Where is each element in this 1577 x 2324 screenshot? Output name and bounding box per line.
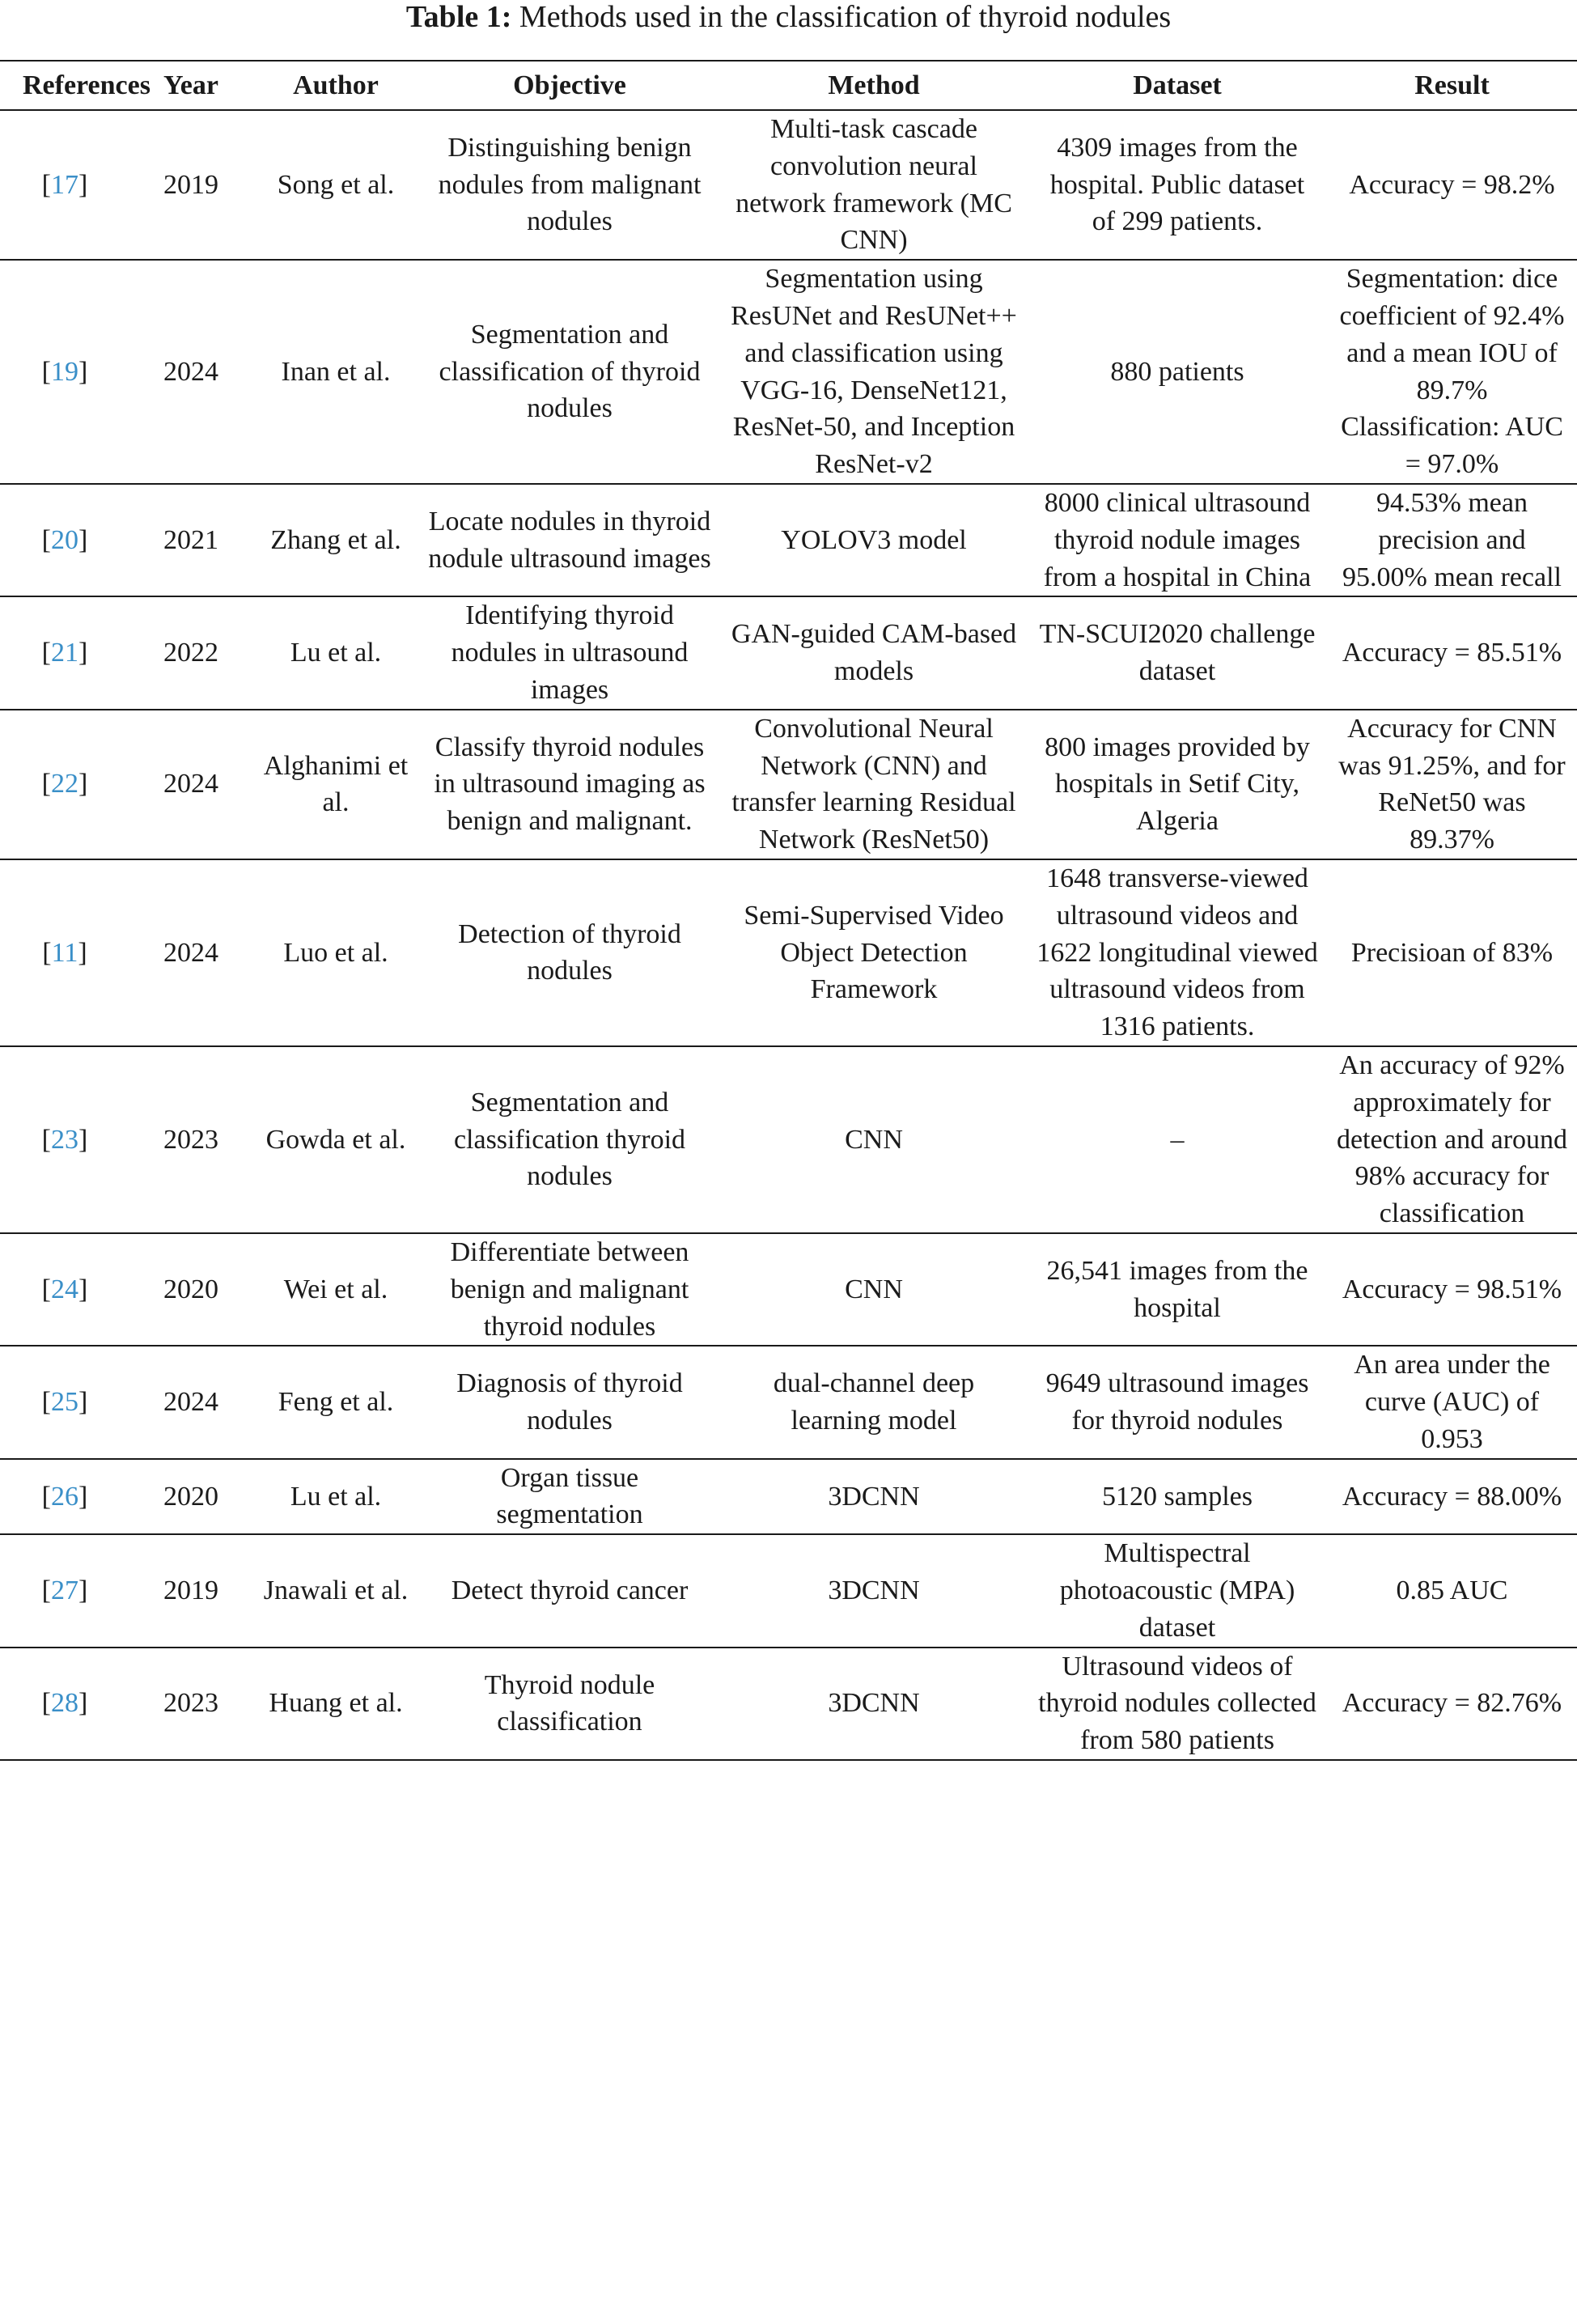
dataset-cell: TN-SCUI2020 challenge dataset bbox=[1028, 596, 1327, 709]
open-bracket: [ bbox=[41, 1575, 51, 1606]
table-row bbox=[0, 1046, 1577, 1233]
year-cell: 2024 bbox=[129, 1346, 252, 1458]
year-cell: 2019 bbox=[129, 110, 252, 260]
author-cell: Jnawali et al. bbox=[252, 1534, 419, 1647]
citation-link[interactable]: 23 bbox=[51, 1124, 78, 1155]
dataset-cell: 9649 ultrasound images for thyroid nodules bbox=[1028, 1346, 1327, 1458]
methods-table bbox=[0, 60, 1577, 1761]
result-cell: An area under the curve (AUC) of 0.953 bbox=[1327, 1346, 1577, 1458]
close-bracket: ] bbox=[78, 356, 88, 387]
method-cell: GAN-guided CAM-based models bbox=[720, 596, 1028, 709]
year-cell: 2023 bbox=[129, 1648, 252, 1760]
method-cell: dual-channel deep learning model bbox=[720, 1346, 1028, 1458]
citation-link[interactable]: 28 bbox=[51, 1688, 78, 1719]
column-header-dataset: Dataset bbox=[1028, 61, 1327, 110]
objective-cell: Differentiate between benign and malignant thyroid nodules bbox=[419, 1233, 720, 1346]
author-cell: Song et al. bbox=[252, 110, 419, 260]
open-bracket: [ bbox=[41, 1274, 51, 1304]
citation-link[interactable]: 24 bbox=[51, 1274, 78, 1304]
column-header-result: Result bbox=[1327, 61, 1577, 110]
dataset-cell: 8000 clinical ultrasound thyroid nodule images from a hospital in China bbox=[1028, 484, 1327, 596]
close-bracket: ] bbox=[78, 638, 88, 668]
close-bracket: ] bbox=[78, 524, 88, 555]
author-cell: Wei et al. bbox=[252, 1233, 419, 1346]
method-cell: CNN bbox=[720, 1046, 1028, 1233]
year-cell: 2024 bbox=[129, 260, 252, 484]
author-cell: Huang et al. bbox=[252, 1648, 419, 1760]
table-row bbox=[0, 110, 1577, 260]
objective-cell: Detection of thyroid nodules bbox=[419, 859, 720, 1046]
method-cell: YOLOV3 model bbox=[720, 484, 1028, 596]
objective-cell: Classify thyroid nodules in ultrasound imaging as benign and malignant. bbox=[419, 710, 720, 859]
method-cell: Multi-task cascade convolution neural network framework (MC CNN) bbox=[720, 110, 1028, 260]
method-cell: Semi-Supervised Video Object Detection Framework bbox=[720, 859, 1028, 1046]
result-cell: Accuracy = 82.76% bbox=[1327, 1648, 1577, 1760]
column-header-objective: Objective bbox=[419, 61, 720, 110]
close-bracket: ] bbox=[78, 1387, 88, 1418]
year-cell: 2020 bbox=[129, 1233, 252, 1346]
dataset-cell: 800 images provided by hospitals in Setif City, Algeria bbox=[1028, 710, 1327, 859]
result-cell: Precisioan of 83% bbox=[1327, 859, 1577, 1046]
author-cell: Inan et al. bbox=[252, 260, 419, 484]
objective-cell: Distinguishing benign nodules from malignant nodules bbox=[419, 110, 720, 260]
close-bracket: ] bbox=[78, 1274, 88, 1304]
result-cell: Accuracy = 98.2% bbox=[1327, 110, 1577, 260]
table-row bbox=[0, 1534, 1577, 1647]
result-cell: Segmentation: dice coefficient of 92.4% and a mean IOU of 89.7% Classification: AUC = 97.0% bbox=[1327, 260, 1577, 484]
citation-link[interactable]: 27 bbox=[51, 1575, 78, 1606]
open-bracket: [ bbox=[42, 937, 52, 968]
result-cell: 94.53% mean precision and 95.00% mean recall bbox=[1327, 484, 1577, 596]
table-label: Table 1: bbox=[405, 0, 512, 34]
reference-cell bbox=[0, 110, 129, 260]
open-bracket: [ bbox=[41, 769, 51, 799]
objective-cell: Segmentation and classification thyroid nodules bbox=[419, 1046, 720, 1233]
year-cell: 2022 bbox=[129, 596, 252, 709]
citation-link[interactable]: 26 bbox=[51, 1481, 78, 1512]
reference-cell bbox=[0, 1459, 129, 1535]
close-bracket: ] bbox=[78, 1481, 88, 1512]
table-body bbox=[0, 110, 1577, 1760]
open-bracket: [ bbox=[41, 524, 51, 555]
table-row bbox=[0, 1459, 1577, 1535]
table-header-row bbox=[0, 61, 1577, 110]
open-bracket: [ bbox=[41, 169, 51, 200]
result-cell: 0.85 AUC bbox=[1327, 1534, 1577, 1647]
dataset-cell: 26,541 images from the hospital bbox=[1028, 1233, 1327, 1346]
open-bracket: [ bbox=[41, 356, 51, 387]
dataset-cell: 5120 samples bbox=[1028, 1459, 1327, 1535]
reference-cell bbox=[0, 1346, 129, 1458]
table-caption bbox=[0, 0, 1577, 37]
citation-link[interactable]: 11 bbox=[51, 937, 78, 968]
table-row bbox=[0, 859, 1577, 1046]
dataset-cell: 4309 images from the hospital. Public dataset of 299 patients. bbox=[1028, 110, 1327, 260]
column-header-author: Author bbox=[252, 61, 419, 110]
open-bracket: [ bbox=[41, 1481, 51, 1512]
objective-cell: Detect thyroid cancer bbox=[419, 1534, 720, 1647]
column-header-references: References bbox=[0, 61, 129, 110]
table-row bbox=[0, 260, 1577, 484]
objective-cell: Diagnosis of thyroid nodules bbox=[419, 1346, 720, 1458]
reference-cell bbox=[0, 596, 129, 709]
author-cell: Lu et al. bbox=[252, 1459, 419, 1535]
objective-cell: Thyroid nodule classification bbox=[419, 1648, 720, 1760]
reference-cell bbox=[0, 859, 129, 1046]
close-bracket: ] bbox=[78, 769, 88, 799]
open-bracket: [ bbox=[41, 1124, 51, 1155]
column-header-year: Year bbox=[129, 61, 252, 110]
open-bracket: [ bbox=[41, 1688, 51, 1719]
year-cell: 2023 bbox=[129, 1046, 252, 1233]
method-cell: Convolutional Neural Network (CNN) and transfer learning Residual Network (ResNet50) bbox=[720, 710, 1028, 859]
author-cell: Alghanimi et al. bbox=[252, 710, 419, 859]
objective-cell: Organ tissue segmentation bbox=[419, 1459, 720, 1535]
year-cell: 2020 bbox=[129, 1459, 252, 1535]
dataset-cell: 880 patients bbox=[1028, 260, 1327, 484]
table-row bbox=[0, 1233, 1577, 1346]
close-bracket: ] bbox=[78, 169, 88, 200]
year-cell: 2021 bbox=[129, 484, 252, 596]
close-bracket: ] bbox=[78, 937, 87, 968]
author-cell: Feng et al. bbox=[252, 1346, 419, 1458]
year-cell: 2024 bbox=[129, 710, 252, 859]
table-row bbox=[0, 484, 1577, 596]
result-cell: Accuracy = 88.00% bbox=[1327, 1459, 1577, 1535]
column-header-method: Method bbox=[720, 61, 1028, 110]
method-cell: 3DCNN bbox=[720, 1459, 1028, 1535]
table-row bbox=[0, 710, 1577, 859]
citation-link[interactable]: 17 bbox=[51, 169, 78, 200]
citation-link[interactable]: 20 bbox=[51, 524, 78, 555]
result-cell: Accuracy for CNN was 91.25%, and for ReNet50 was 89.37% bbox=[1327, 710, 1577, 859]
objective-cell: Identifying thyroid nodules in ultrasound images bbox=[419, 596, 720, 709]
year-cell: 2019 bbox=[129, 1534, 252, 1647]
reference-cell bbox=[0, 1534, 129, 1647]
result-cell: An accuracy of 92% approximately for detection and around 98% accuracy for classification bbox=[1327, 1046, 1577, 1233]
reference-cell bbox=[0, 484, 129, 596]
author-cell: Zhang et al. bbox=[252, 484, 419, 596]
result-cell: Accuracy = 85.51% bbox=[1327, 596, 1577, 709]
citation-link[interactable]: 21 bbox=[51, 638, 78, 668]
open-bracket: [ bbox=[41, 1387, 51, 1418]
method-cell: 3DCNN bbox=[720, 1534, 1028, 1647]
close-bracket: ] bbox=[78, 1575, 88, 1606]
result-cell: Accuracy = 98.51% bbox=[1327, 1233, 1577, 1346]
reference-cell bbox=[0, 260, 129, 484]
method-cell: 3DCNN bbox=[720, 1648, 1028, 1760]
reference-cell bbox=[0, 1648, 129, 1760]
dataset-cell: 1648 transverse-viewed ultrasound videos and 1622 longitudinal viewed ultrasound videos from 1316 patients. bbox=[1028, 859, 1327, 1046]
reference-cell bbox=[0, 1233, 129, 1346]
open-bracket: [ bbox=[41, 638, 51, 668]
citation-link[interactable]: 19 bbox=[51, 356, 78, 387]
table-title: Methods used in the classification of thyroid nodules bbox=[519, 0, 1172, 34]
year-cell: 2024 bbox=[129, 859, 252, 1046]
close-bracket: ] bbox=[78, 1688, 88, 1719]
close-bracket: ] bbox=[78, 1124, 88, 1155]
method-cell: Segmentation using ResUNet and ResUNet++ and classification using VGG-16, DenseNet121, ResNet-50, and Inception ResNet-v2 bbox=[720, 260, 1028, 484]
author-cell: Gowda et al. bbox=[252, 1046, 419, 1233]
method-cell: CNN bbox=[720, 1233, 1028, 1346]
reference-cell bbox=[0, 710, 129, 859]
author-cell: Luo et al. bbox=[252, 859, 419, 1046]
dataset-cell: Multispectral photoacoustic (MPA) dataset bbox=[1028, 1534, 1327, 1647]
table-row bbox=[0, 1346, 1577, 1458]
table-row bbox=[0, 596, 1577, 709]
objective-cell: Locate nodules in thyroid nodule ultrasound images bbox=[419, 484, 720, 596]
dataset-cell: Ultrasound videos of thyroid nodules collected from 580 patients bbox=[1028, 1648, 1327, 1760]
dataset-cell: – bbox=[1028, 1046, 1327, 1233]
objective-cell: Segmentation and classification of thyroid nodules bbox=[419, 260, 720, 484]
reference-cell bbox=[0, 1046, 129, 1233]
author-cell: Lu et al. bbox=[252, 596, 419, 709]
citation-link[interactable]: 25 bbox=[51, 1387, 78, 1418]
table-row bbox=[0, 1648, 1577, 1760]
citation-link[interactable]: 22 bbox=[51, 769, 78, 799]
